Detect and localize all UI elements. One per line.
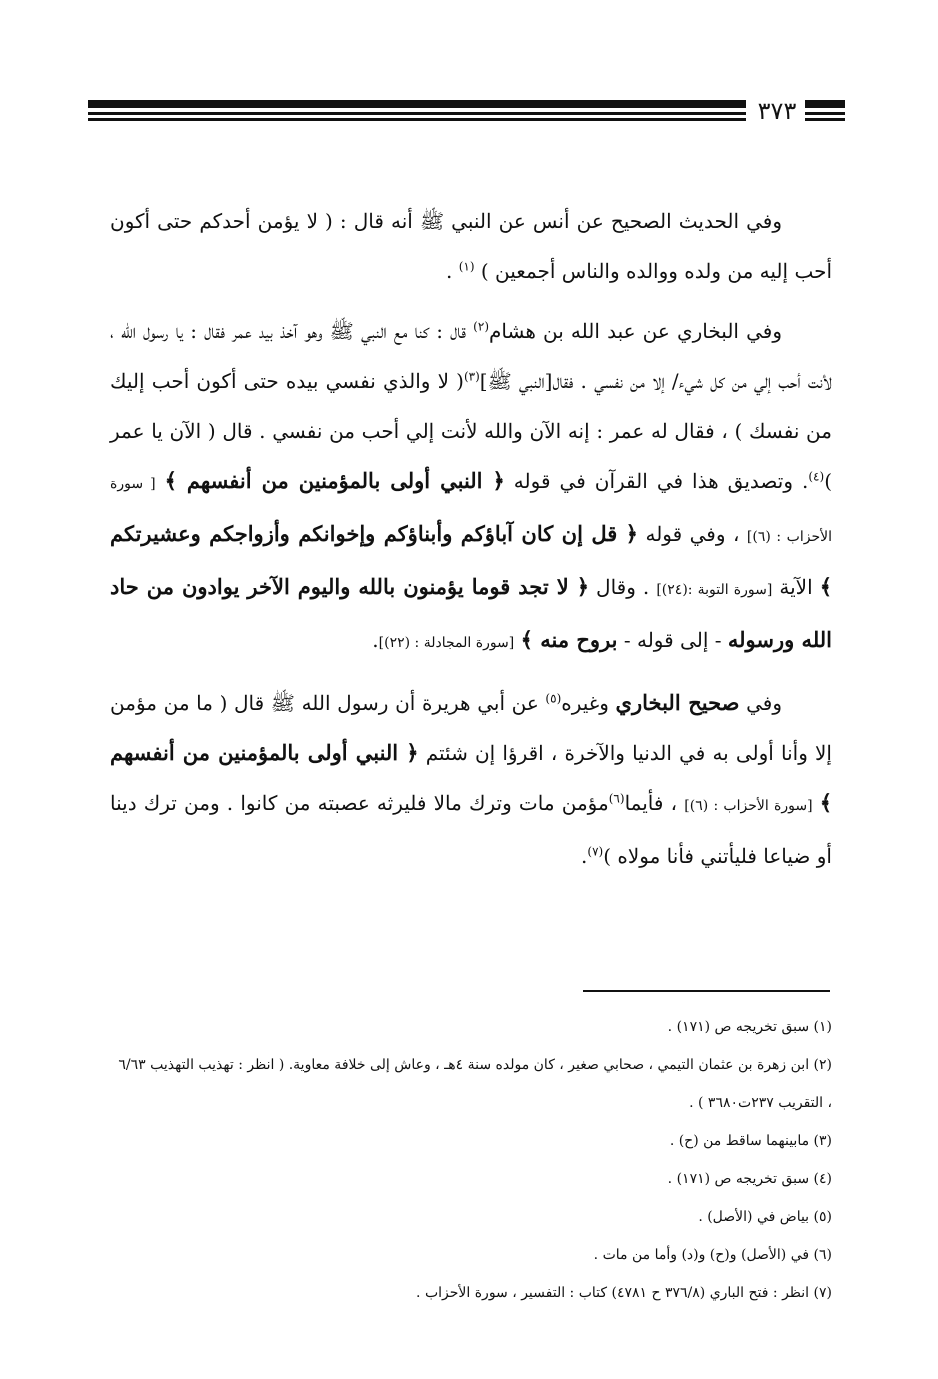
header-rule xyxy=(88,100,746,130)
text-run: . وتصديق هذا في القرآن في قوله xyxy=(504,469,809,493)
paragraph xyxy=(110,306,832,668)
text-run: وفي الحديث الصحيح عن أنس عن النبي ﷺ أنه قال : ( لا يؤمن أحدكم حتى أكون أحب إليه من ولده ووالده والناس أجمعين ) xyxy=(110,209,832,283)
text-run: وغيره xyxy=(561,691,616,715)
quran-reference: [سورة التوبة :(٢٤)] xyxy=(656,582,773,598)
footnote: (٢) ابن زهرة بن عثمان التيمي ، صحابي صغير ، كان مولده سنة ٤هـ ، وعاش إلى خلافة معاوية. ( انظر : تهذيب التهذيب ٦/٦٣ ، التقريب ٢٣٧ت٣٦٨٠ ) . xyxy=(118,1057,832,1111)
footnotes xyxy=(110,1008,832,1312)
footnote: (٦) في (الأصل) و(ح) و(د) وأما من مات . xyxy=(593,1247,832,1263)
footnote-marker: (٧) xyxy=(587,844,604,859)
footnote-marker: (٦) xyxy=(608,791,625,806)
bold-phrase: ﴿ النبي أولى بالمؤمنين من أنفسهم ﴾ xyxy=(110,740,833,815)
text-run: . xyxy=(372,628,379,652)
footnote: (١) سبق تخريجه ص (١٧١) . xyxy=(667,1019,832,1035)
text-run: ( لا والذي نفسي بيده حتى أكون أحب إليك من نفسك ) ، فقال له عمر : إنه الآن والله لأنت إلي أحب من نفسي . قال ( الآن يا عمر ) xyxy=(110,369,832,493)
quran-reference: [سورة المجادلة : (٢٢)] xyxy=(378,635,515,651)
text-run: . وقال xyxy=(589,575,657,599)
footnote-marker: (١) xyxy=(458,259,475,274)
bold-phrase: بروح منه ﴾ xyxy=(520,627,618,652)
footnote: (٥) بياض في (الأصل) . xyxy=(698,1209,832,1225)
text-run: الآية xyxy=(772,575,820,599)
bold-phrase: ﴿ النبي أولى بالمؤمنين من أنفسهم ﴾ xyxy=(164,468,505,493)
text-run: ، وفي قوله xyxy=(638,522,747,546)
footnote-marker: (٢) xyxy=(473,319,489,334)
body-text xyxy=(110,196,832,889)
text-run: . xyxy=(445,259,459,283)
page-number: ٣٧٣ xyxy=(757,97,797,125)
footnote: (٤) سبق تخريجه ص (١٧١) . xyxy=(667,1171,832,1187)
text-run xyxy=(156,469,165,493)
header-rule-right xyxy=(805,100,845,130)
text-run: . xyxy=(581,844,588,868)
text-run xyxy=(813,791,820,815)
text-run: ، فأيما xyxy=(624,791,685,815)
bold-phrase: صحيح البخاري xyxy=(615,690,740,715)
text-run: وفي xyxy=(739,691,783,715)
text-run: مؤمن مات وترك مالا فليرثه عصبته من كانوا . ومن ترك دينا أو ضياعا فليأتني فأنا مولاه ) xyxy=(110,791,832,868)
footnote: (٧) انظر : فتح الباري (٣٧٦/٨ ح ٤٧٨١) كتاب : التفسير ، سورة الأحزاب . xyxy=(416,1285,832,1301)
text-run: قال : كنا مع النبي ﷺ وهو آخذ بيد عمر فقال : يا رسول الله ، لأنت أحب إلي من كل شيء/ إلا من نفسي . فقال[النبي ﷺ] xyxy=(110,319,832,393)
footnote-marker: (٥) xyxy=(545,691,562,706)
footnote-marker: (٤) xyxy=(808,469,825,484)
text-run: - إلى قوله - xyxy=(617,628,728,652)
text-run: وفي البخاري عن عبد الله بن هشام xyxy=(489,319,783,343)
footnote: (٣) مابينهما ساقط من (ح) . xyxy=(669,1133,832,1149)
bold-phrase: ﴿ لا تجد قوما يؤمنون بالله واليوم الآخر يوادون من حاد الله ورسوله xyxy=(110,574,832,652)
footnote-marker: (٣) xyxy=(463,369,480,384)
text-run: عن أبي هريرة أن رسول الله ﷺ قال ( ما من مؤمن إلا وأنا أولى به في الدنيا والآخرة ، اقرؤا إن شئتم xyxy=(110,691,832,765)
bold-phrase: ﴿ قل إن كان آباؤكم وأبناؤكم وإخوانكم وأزواجكم وعشيرتكم ﴾ xyxy=(110,521,832,599)
footnote-divider xyxy=(583,990,830,992)
paragraph xyxy=(110,678,832,881)
paragraph xyxy=(110,196,832,296)
quran-reference: [ سورة الأحزاب : (٦)] xyxy=(110,476,833,545)
quran-reference: [سورة الأحزاب : (٦)] xyxy=(684,798,813,814)
